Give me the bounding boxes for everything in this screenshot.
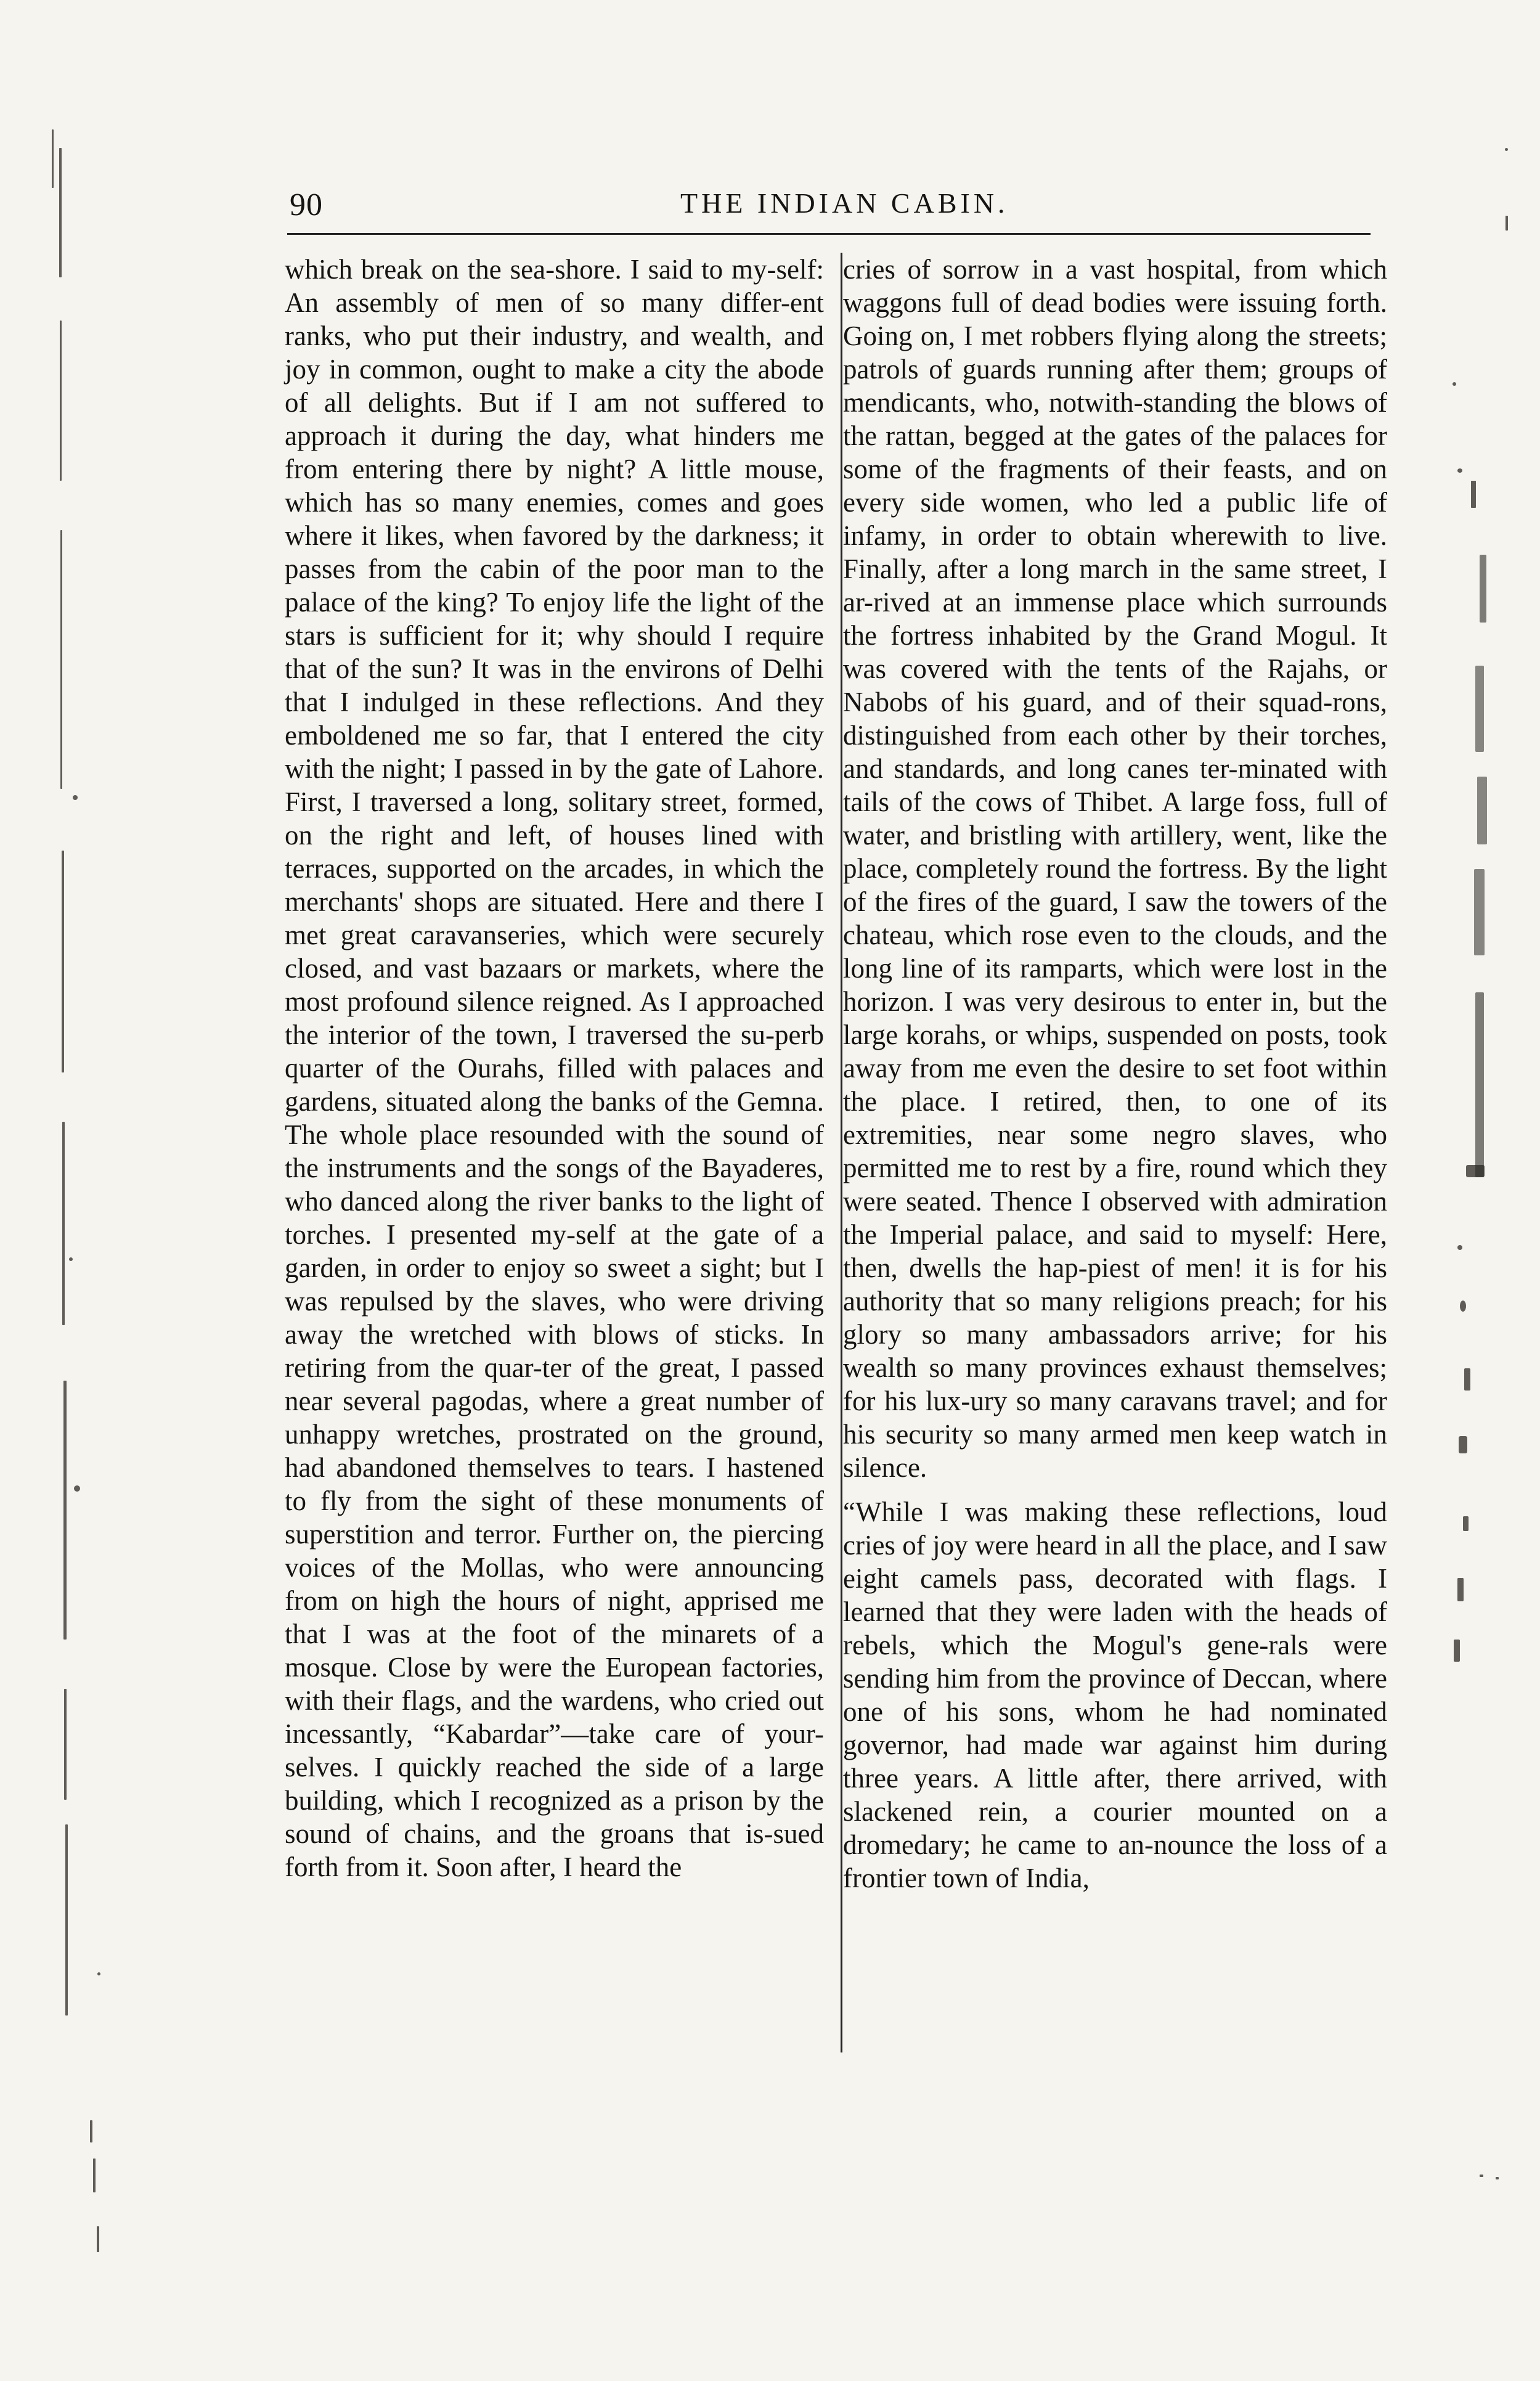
left-column [285,253,824,1884]
page-header [290,187,1399,236]
right-column [843,253,1387,1922]
left-column-paragraph: which break on the sea-shore. I said to my-self: An assembly of men of so many differ-ent ranks, who put their industry, and wealth, and joy in common, ought to make a city the abode of all delights. But if I am not suffered to approach it during the day, what hinders me from entering there by night? A little mouse, which has so many enemies, comes and goes where it likes, when favored by the darkness; it passes from the cabin of the poor man to the palace of the king? To enjoy life the light of the stars is sufficient for it; why should I require that of the sun? It was in the environs of Delhi that I indulged in these reflections. And they emboldened me so far, that I entered the city with the night; I passed in by the gate of Lahore. First, I traversed a long, solitary street, formed, on the right and left, of houses lined with terraces, supported on the arcades, in which the merchants' shops are situated. Here and there I met great caravanseries, which were securely closed, and vast bazaars or markets, where the most profound silence reigned. As I approached the interior of the town, I traversed the su-perb quarter of the Ourahs, filled with palaces and gardens, situated along the banks of the Gemna. The whole place resounded with the sound of the instruments and the songs of the Bayaderes, who danced along the river banks to the light of torches. I presented my-self at the gate of a garden, in order to enjoy so sweet a sight; but I was repulsed by the slaves, who were driving away the wretched with blows of sticks. In retiring from the quar-ter of the great, I passed near several pagodas, where a great number of unhappy wretches, prostrated on the ground, had abandoned themselves to tears. I hastened to fly from the sight of these monuments of superstition and terror. Further on, the piercing voices of the Mollas, who were announcing from on high the hours of night, apprised me that I was at the foot of the minarets of a mosque. Close by were the European factories, with their flags, and the wardens, who cried out incessantly, “Kabardar”—take care of your-selves. I quickly reached the side of a large building, which I recognized as a prison by the sound of chains, and the groans that is-sued forth from it. Soon after, I heard the [285,254,824,1882]
right-column-paragraph-1: cries of sorrow in a vast hospital, from which waggons full of dead bodies were issuing forth. Going on, I met robbers flying along the streets; patrols of guards running after them; groups of mendicants, who, notwith-standing the blows of the rattan, begged at the gates of the palaces for some of the fragments of their feasts, and on every side women, who led a public life of infamy, in order to obtain wherewith to live. Finally, after a long march in the same street, I ar-rived at an immense place which surrounds the fortress inhabited by the Grand Mogul. It was covered with the tents of the Rajahs, or Nabobs of his guard, and of their squad-rons, distinguished from each other by their torches, and standards, and long canes ter-minated with tails of the cows of Thibet. A large foss, full of water, and bristling with artillery, went, like the place, completely round the fortress. By the light of the fires of the guard, I saw the towers of the chateau, which rose even to the clouds, and the long line of its ramparts, which were lost in the horizon. I was very desirous to enter in, but the large korahs, or whips, suspended on posts, took away from me even the desire to set foot within the place. I retired, then, to one of its extremities, near some negro slaves, who permitted me to rest by a fire, round which they were seated. Thence I observed with admiration the Imperial palace, and said to myself: Here, then, dwells the hap-piest of men! it is for his authority that so many religions preach; for his glory so many ambassadors arrive; for his wealth so many provinces exhaust themselves; for his lux-ury so many caravans travel; and for his security so many armed men keep watch in silence. [843,254,1387,1483]
column-divider [841,253,842,2052]
right-column-paragraph-2: “While I was making these reflections, loud cries of joy were heard in all the place, and I saw eight camels pass, decorated with flags. I learned that they were laden with the heads of rebels, which the Mogul's gene-rals were sending him from the province of Deccan, where one of his sons, whom he had nominated governor, had made war against him during three years. A little after, there arrived, with slackened rein, a courier mounted on a dromedary; he came to an-nounce the loss of a frontier town of India, [843,1497,1387,1893]
right-margin-scan-marks [1441,0,1540,2381]
header-rule [287,233,1371,235]
running-title: THE INDIAN CABIN. [680,187,1009,219]
left-margin-scan-marks [0,0,117,2381]
page-number: 90 [290,187,323,223]
